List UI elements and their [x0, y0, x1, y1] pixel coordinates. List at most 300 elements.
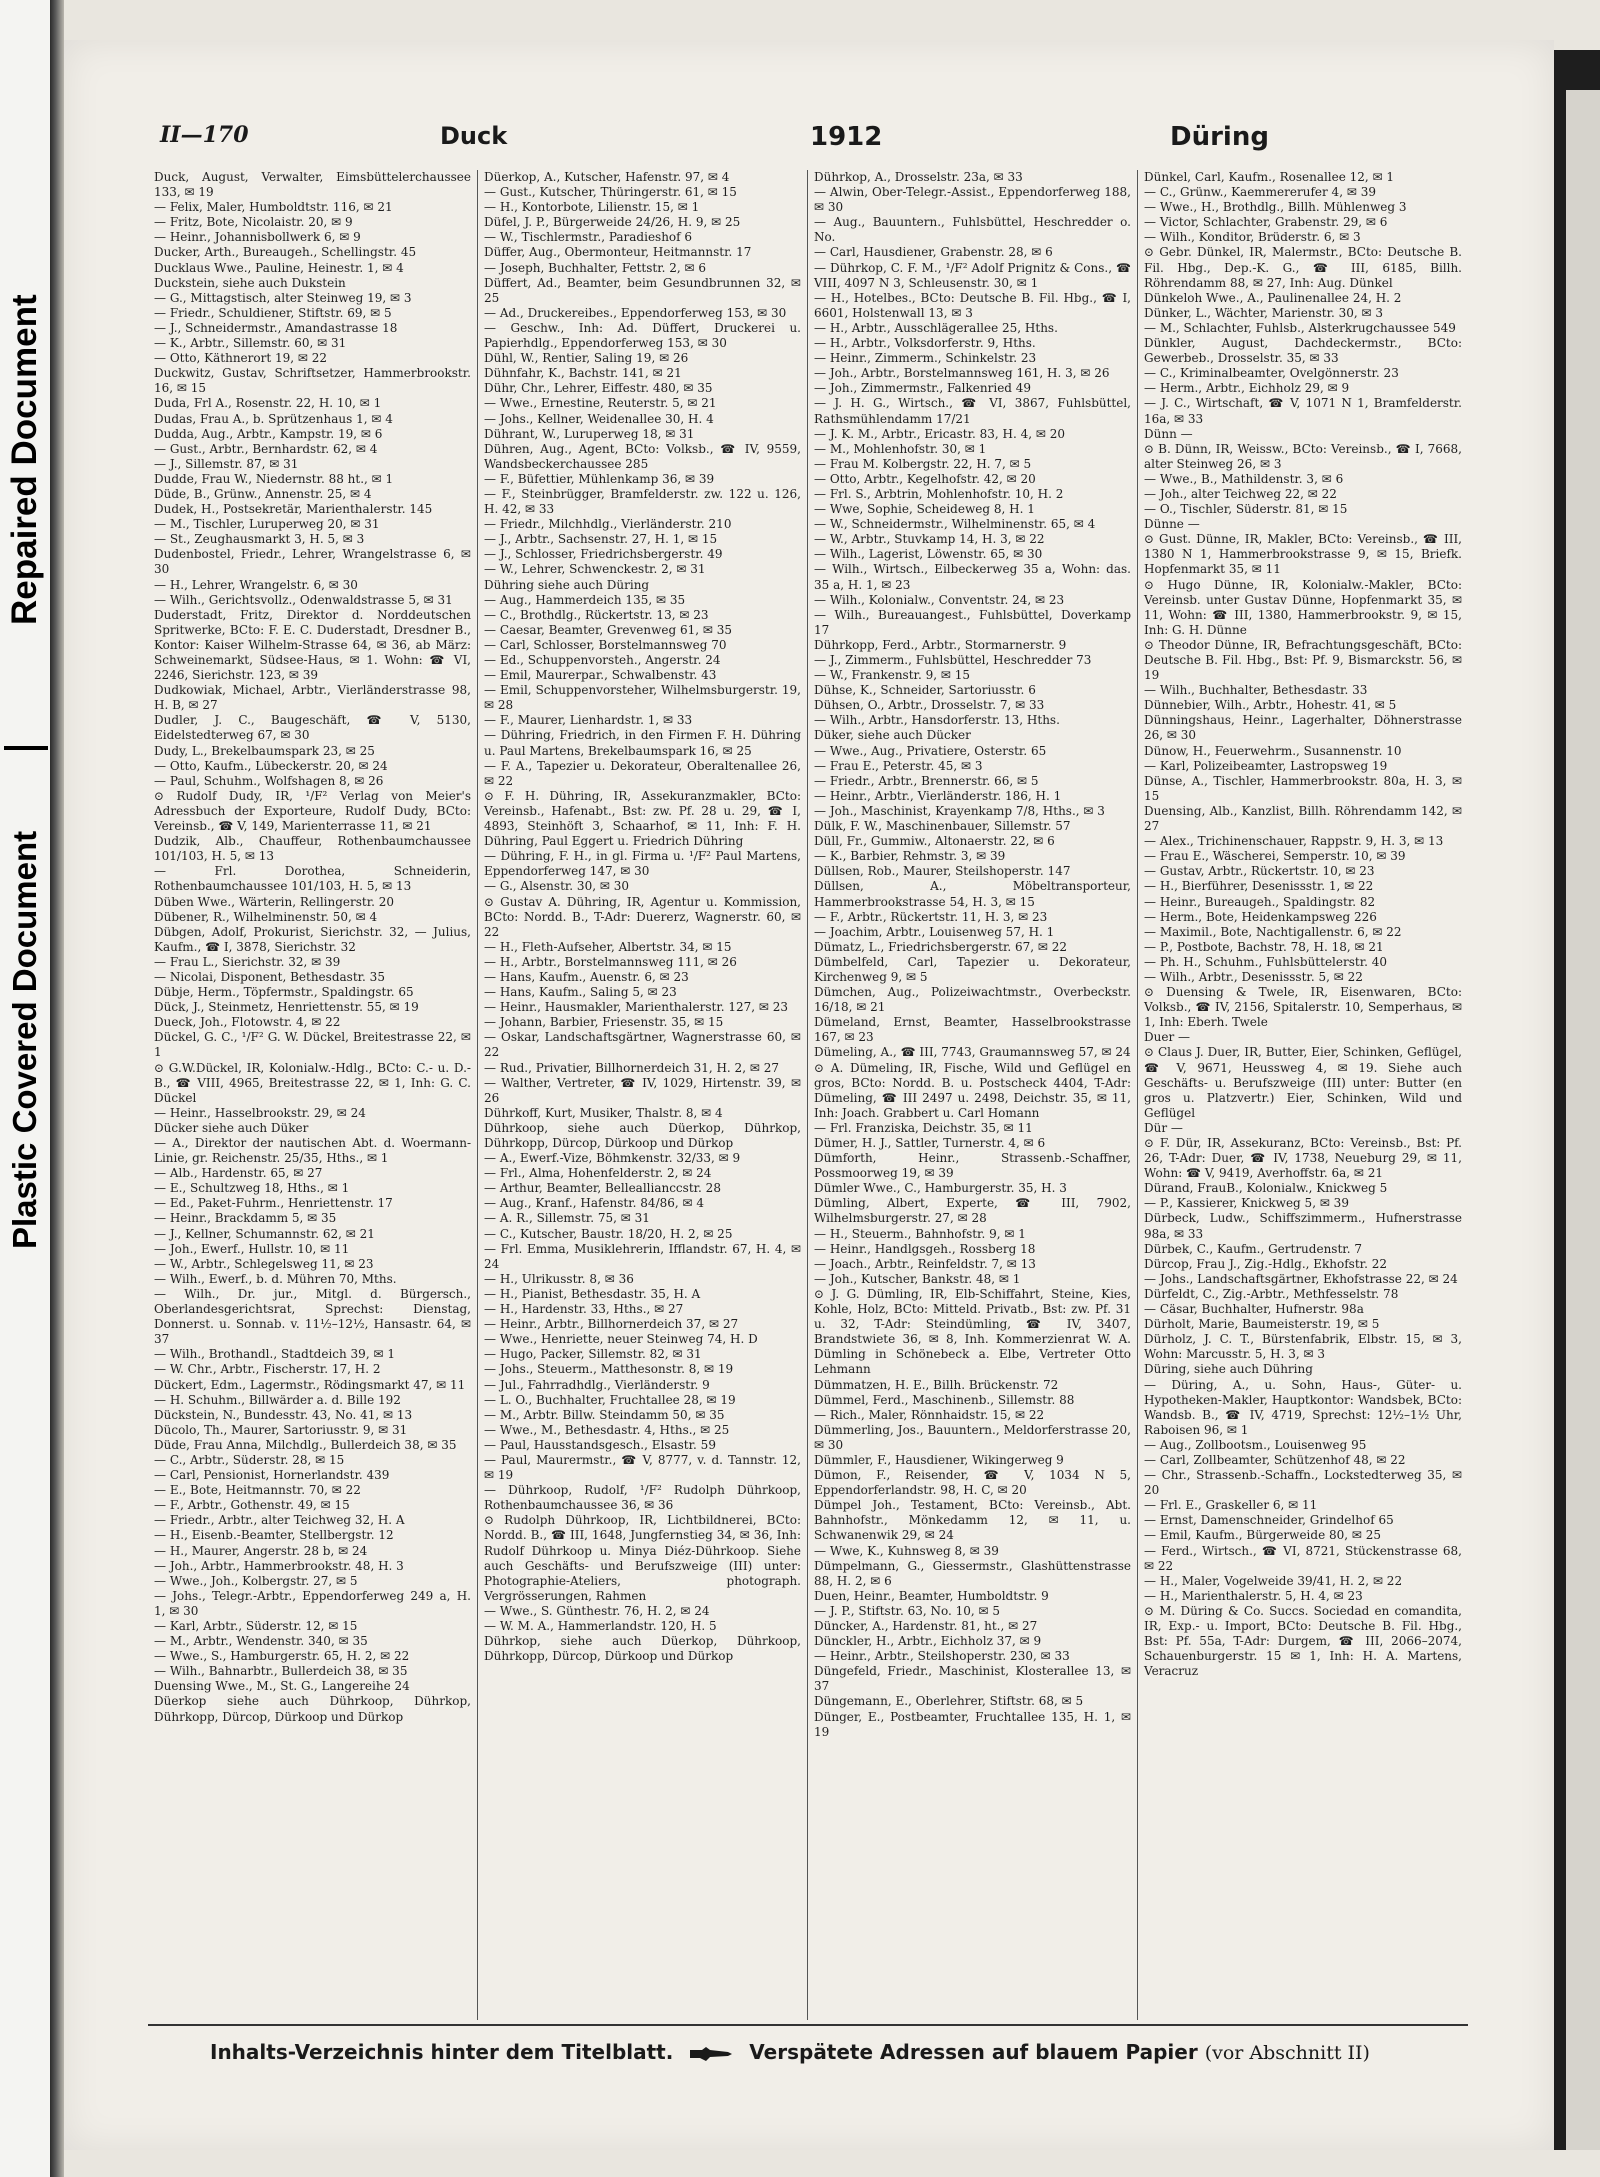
- directory-entry: — W., Lehrer, Schwenckestr. 2, ✉ 31: [484, 562, 706, 577]
- directory-entry: — P., Postbote, Bachstr. 78, H. 18, ✉ 21: [1144, 939, 1384, 954]
- directory-entry: — Wwe., Ernestine, Reuterstr. 5, ✉ 21: [484, 396, 717, 411]
- directory-entry: — Carl, Schlosser, Borstelmannsweg 70: [484, 637, 727, 652]
- directory-entry: — Jul., Fahrradhdlg., Vierländerstr. 9: [484, 1377, 710, 1392]
- column-4: [1138, 170, 1468, 2020]
- directory-entry: — Aug., Bauuntern., Fuhlsbüttel, Heschredder o. No.: [814, 215, 1131, 245]
- directory-entry: Dümeling, A., ☎ III, 7743, Graumannsweg 57, ✉ 24: [814, 1045, 1131, 1060]
- directory-entry: — W. M. A., Hammerlandstr. 120, H. 5: [484, 1619, 717, 1633]
- directory-entry: Dümmatzen, H. E., Billh. Brückenstr. 72: [814, 1377, 1059, 1392]
- directory-entry: — Victor, Schlachter, Grabenstr. 29, ✉ 6: [1144, 215, 1388, 230]
- directory-entry: — J., Kellner, Schumannstr. 62, ✉ 21: [154, 1226, 375, 1241]
- directory-entry: — Wilh., Kolonialw., Conventstr. 24, ✉ 23: [814, 592, 1065, 607]
- directory-entry: — Gust., Kutscher, Thüringerstr. 61, ✉ 15: [484, 185, 737, 200]
- directory-entry: — J., Arbtr., Sachsenstr. 27, H. 1, ✉ 15: [484, 532, 718, 547]
- directory-entry: Düngefeld, Friedr., Maschinist, Klosterallee 13, ✉ 37: [814, 1664, 1131, 1694]
- directory-entry: Dümatz, L., Friedrichsbergerstr. 67, ✉ 22: [814, 939, 1068, 954]
- directory-entry: — Carl, Zollbeamter, Schützenhof 48, ✉ 22: [1144, 1452, 1406, 1467]
- directory-entry: Dübener, R., Wilhelminenstr. 50, ✉ 4: [154, 909, 378, 924]
- column-1: [148, 170, 478, 2020]
- directory-entry: Düerkop, A., Kutscher, Hafenstr. 97, ✉ 4: [484, 170, 730, 184]
- directory-entry: — M., Arbtr. Billw. Steindamm 50, ✉ 35: [484, 1407, 725, 1422]
- directory-entry: — H., Pianist, Bethesdastr. 35, H. A: [484, 1286, 701, 1301]
- directory-entry: Dührkop, siehe auch Düerkop, Dührkoop, Dührkopp, Dürcop, Dürkoop und Dürkop: [484, 1634, 801, 1664]
- directory-entry: — Nicolai, Disponent, Bethesdastr. 35: [154, 969, 385, 984]
- directory-entry: — Wwe., H., Brothdlg., Billh. Mühlenweg 3: [1144, 200, 1407, 215]
- directory-entry: — C., Brothdlg., Rückertstr. 13, ✉ 23: [484, 607, 709, 622]
- directory-entry: — Johs., Steuerm., Matthesonstr. 8, ✉ 19: [484, 1362, 734, 1377]
- directory-entry: — Wwe., B., Mathildenstr. 3, ✉ 6: [1144, 471, 1344, 486]
- directory-entry: Dudas, Frau A., b. Sprützenhaus 1, ✉ 4: [154, 411, 393, 426]
- directory-entry: Dümmel, Ferd., Maschinenb., Sillemstr. 88: [814, 1392, 1075, 1407]
- directory-entry: Dümpelmann, G., Giessermstr., Glashüttenstrasse 88, H. 2, ✉ 6: [814, 1558, 1131, 1588]
- directory-entry: — C., Kutscher, Baustr. 18/20, H. 2, ✉ 25: [484, 1226, 733, 1241]
- directory-entry: Düll, Fr., Gummiw., Altonaerstr. 22, ✉ 6: [814, 834, 1055, 849]
- directory-entry: — Joh., Arbtr., Hammerbrookstr. 48, H. 3: [154, 1558, 404, 1573]
- directory-entry: — Fritz, Bote, Nicolaistr. 20, ✉ 9: [154, 215, 353, 230]
- next-page-edge: [1566, 90, 1600, 2150]
- directory-entry: — Aug., Kranf., Hafenstr. 84/86, ✉ 4: [484, 1196, 705, 1211]
- directory-entry: ⊙ Duensing & Twele, IR, Eisenwaren, BCto: Volksb., ☎ IV, 2156, Spitalerstr. 10, Semperhaus, ✉ 1, Inh: Eberh. Twele: [1144, 985, 1462, 1030]
- directory-entry: Dümling, Albert, Experte, ☎ III, 7902, Wilhelmsburgerstr. 27, ✉ 28: [814, 1196, 1131, 1226]
- directory-entry: Duen, Heinr., Beamter, Humboldtstr. 9: [814, 1588, 1049, 1603]
- directory-entry: Duckstein, siehe auch Dukstein: [154, 275, 346, 290]
- directory-entry: — Hans, Kaufm., Saling 5, ✉ 23: [484, 985, 677, 1000]
- column-3: [808, 170, 1138, 2020]
- directory-entry: — Wilh., Arbtr., Hansdorferstr. 13, Hths.: [814, 713, 1060, 728]
- directory-entry: Dückstein, N., Bundesstr. 43, No. 41, ✉ 13: [154, 1407, 413, 1422]
- directory-entry: Dühsen, O., Arbtr., Drosselstr. 7, ✉ 33: [814, 698, 1045, 713]
- running-head: [90, 78, 1430, 152]
- directory-entry: Dünningshaus, Heinr., Lagerhalter, Döhnerstrasse 26, ✉ 30: [1144, 713, 1462, 743]
- page-binding-edge: [50, 0, 64, 2177]
- directory-entry: — Heinr., Arbtr., Billhornerdeich 37, ✉ 27: [484, 1317, 739, 1332]
- directory-entry: — Karl, Polizeibeamter, Lastropsweg 19: [1144, 758, 1388, 773]
- directory-entry: — Ph. H., Schuhm., Fuhlsbüttelerstr. 40: [1144, 954, 1388, 969]
- directory-entry: ⊙ A. Dümeling, IR, Fische, Wild und Geflügel en gros, BCto: Nordd. B. u. Postscheck 4404, T-Adr: Dümeling, ☎ III 2497 u. 2498, Deichstr. 35, ✉ 11, Inh: Joach. Grabbert u. Carl Homann: [814, 1060, 1131, 1120]
- directory-entry: — Ed., Paket-Fuhrm., Henriettenstr. 17: [154, 1196, 393, 1211]
- directory-entry: Dünger, E., Postbeamter, Fruchtallee 135, H. 1, ✉ 19: [814, 1709, 1131, 1739]
- footer-index-note: Inhalts-Verzeichnis hinter dem Titelblatt.: [210, 2040, 674, 2064]
- directory-entry: Duer —: [1144, 1030, 1191, 1045]
- directory-entry: Dünn —: [1144, 426, 1193, 441]
- directory-entry: — H., Steuerm., Bahnhofstr. 9, ✉ 1: [814, 1226, 1026, 1241]
- label-divider: [4, 746, 48, 750]
- directory-entry: — A., Ewerf.-Vize, Böhmkenstr. 32/33, ✉ 9: [484, 1151, 741, 1166]
- directory-entry: — Heinr., Arbtr., Steilshoperstr. 230, ✉ 33: [814, 1649, 1070, 1664]
- directory-entry: Dudkowiak, Michael, Arbtr., Vierländerstrasse 98, H. B, ✉ 27: [154, 683, 471, 713]
- directory-entry: Dücker siehe auch Düker: [154, 1120, 309, 1135]
- directory-entry: — Joach., Arbtr., Reinfeldstr. 7, ✉ 13: [814, 1256, 1036, 1271]
- directory-entry: — J. P., Stiftstr. 63, No. 10, ✉ 5: [814, 1603, 1001, 1618]
- directory-entry: Dünkel, Carl, Kaufm., Rosenallee 12, ✉ 1: [1144, 170, 1395, 184]
- directory-entry: — J. H. G., Wirtsch., ☎ VI, 3867, Fuhlsbüttel, Rathsmühlendamm 17/21: [814, 396, 1131, 426]
- directory-entry: ⊙ F. Dür, IR, Assekuranz, BCto: Vereinsb., Bst: Pf. 26, T-Adr: Duer, ☎ IV, 1738, Neueburg 29, ✉ 11, Wohn: ☎ V, 9419, Averhoffstr. 6a, ✉ 21: [1144, 1136, 1462, 1181]
- directory-entry: — Felix, Maler, Humboldtstr. 116, ✉ 21: [154, 200, 393, 215]
- directory-entry: Dünker, L., Wächter, Marienstr. 30, ✉ 3: [1144, 305, 1384, 320]
- directory-entry: — F., Arbtr., Gothenstr. 49, ✉ 15: [154, 1498, 350, 1513]
- directory-entry: — Carl, Pensionist, Hornerlandstr. 439: [154, 1468, 390, 1483]
- directory-entry: — Frl. Dorothea, Schneiderin, Rothenbaumchaussee 101/103, H. 5, ✉ 13: [154, 864, 471, 894]
- footer-section-note: (vor Abschnitt II): [1204, 2042, 1370, 2064]
- directory-entry: — H., Kontorbote, Lilienstr. 15, ✉ 1: [484, 200, 700, 215]
- directory-entry: — H., Arbtr., Volksdorferstr. 9, Hths.: [814, 336, 1036, 351]
- directory-entry: — F., Büfettier, Mühlenkamp 36, ✉ 39: [484, 471, 715, 486]
- directory-entry: — Heinr., Brackdamm 5, ✉ 35: [154, 1211, 337, 1226]
- directory-entry: — Wwe., S. Günthestr. 76, H. 2, ✉ 24: [484, 1603, 710, 1618]
- directory-entry: Dühnfahr, K., Bachstr. 141, ✉ 21: [484, 366, 682, 381]
- directory-entry: — W., Tischlermstr., Paradieshof 6: [484, 230, 693, 245]
- directory-entry: Dürbek, C., Kaufm., Gertrudenstr. 7: [1144, 1241, 1362, 1256]
- directory-entry: — Aug., Zollbootsm., Louisenweg 95: [1144, 1437, 1367, 1452]
- directory-entry: Dudenbostel, Friedr., Lehrer, Wrangelstrasse 6, ✉ 30: [154, 547, 471, 577]
- directory-entry: — J. C., Wirtschaft, ☎ V, 1071 N 1, Bramfelderstr. 16a, ✉ 33: [1144, 396, 1462, 426]
- directory-entry: — M., Tischler, Luruperweg 20, ✉ 31: [154, 517, 380, 532]
- directory-entry: — H. Schuhm., Billwärder a. d. Bille 192: [154, 1392, 401, 1407]
- directory-entry: Dümon, F., Reisender, ☎ V, 1034 N 5, Eppendorferlandstr. 98, H. C, ✉ 20: [814, 1468, 1131, 1498]
- directory-entry: Düring, siehe auch Dühring: [1144, 1362, 1313, 1377]
- directory-entry: — Wilh., Dr. jur., Mitgl. d. Bürgersch., Oberlandesgerichtsrat, Sprechst: Dienstag, Donnerst. u. Sonnab. v. 11½–12½, Hansastr. 64, ✉ 37: [154, 1286, 471, 1347]
- directory-entry: ⊙ Hugo Dünne, IR, Kolonialw.-Makler, BCto: Vereinsb. unter Gustav Dünne, Hopfenmarkt 35, ✉ 11, Wohn: ☎ III, 1380, Hammerbrookstr. 9, ✉ 15, Inh: G. H. Dünne: [1144, 577, 1462, 637]
- directory-entry: — J., Sillemstr. 87, ✉ 31: [154, 456, 299, 471]
- directory-entry: — Johann, Barbier, Friesenstr. 35, ✉ 15: [484, 1015, 724, 1030]
- directory-entry: — Johs., Telegr.-Arbtr., Eppendorferweg 249 a, H. 1, ✉ 30: [154, 1588, 471, 1618]
- directory-entry: Dührant, W., Luruperweg 18, ✉ 31: [484, 426, 695, 441]
- directory-entry: Dudler, J. C., Baugeschäft, ☎ V, 5130, Eidelstedterweg 67, ✉ 30: [154, 713, 471, 743]
- directory-entry: — Düring, A., u. Sohn, Haus-, Güter- u. Hypotheken-Makler, Hauptkontor: Wandsbek, BCto: Wandsb. B., ☎ IV, 4719, Sprechst: 12½–1½ Uhr, Raboisen 96, ✉ 1: [1144, 1377, 1462, 1437]
- directory-entry: — H., Hotelbes., BCto: Deutsche B. Fil. Hbg., ☎ I, 6601, Holstenwall 13, ✉ 3: [814, 290, 1131, 320]
- directory-entry: — Heinr., Arbtr., Vierländerstr. 186, H. 1: [814, 788, 1062, 803]
- directory-entry: Ducklaus Wwe., Pauline, Heinestr. 1, ✉ 4: [154, 260, 404, 275]
- directory-entry: — J., Schlosser, Friedrichsbergerstr. 49: [484, 547, 723, 562]
- directory-entry: Dür —: [1144, 1120, 1183, 1135]
- directory-entry: — Aug., Hammerdeich 135, ✉ 35: [484, 592, 686, 607]
- directory-entry: — Walther, Vertreter, ☎ IV, 1029, Hirtenstr. 39, ✉ 26: [484, 1075, 801, 1105]
- plastic-covered-label: Plastic Covered Document: [6, 830, 43, 1250]
- directory-entry: — Otto, Käthnerort 19, ✉ 22: [154, 351, 328, 366]
- directory-entry: ⊙ Rudolf Dudy, IR, ¹/F² Verlag von Meier's Adressbuch der Exporteure, Rudolf Dudy, BCto: Vereinsb., ☎ V, 149, Marienterrasse 11, ✉ 21: [154, 788, 471, 834]
- directory-entry: — K., Barbier, Rehmstr. 3, ✉ 39: [814, 849, 1006, 864]
- directory-entry: — Gust., Arbtr., Bernhardstr. 62, ✉ 4: [154, 441, 378, 456]
- directory-entry: Duensing Wwe., M., St. G., Langereihe 24: [154, 1679, 410, 1694]
- directory-entry: — W., Arbtr., Stuvkamp 14, H. 3, ✉ 22: [814, 532, 1045, 547]
- directory-entry: — L. O., Buchhalter, Fruchtallee 28, ✉ 19: [484, 1392, 736, 1407]
- directory-entry: — Joh., Kutscher, Bankstr. 48, ✉ 1: [814, 1271, 1021, 1286]
- footer: [210, 2040, 1410, 2064]
- directory-entry: Dürcop, Frau J., Zig.-Hdlg., Ekhofstr. 22: [1144, 1256, 1387, 1271]
- directory-entry: Dünow, H., Feuerwehrm., Susannenstr. 10: [1144, 743, 1402, 758]
- directory-entry: — Friedr., Arbtr., alter Teichweg 32, H. A: [154, 1513, 405, 1528]
- directory-entry: — H., Ulrikusstr. 8, ✉ 36: [484, 1271, 634, 1286]
- directory-entry: — F., Maurer, Lienhardstr. 1, ✉ 33: [484, 713, 693, 728]
- directory-entry: — Wilh., Bureauangest., Fuhlsbüttel, Doverkamp 17: [814, 607, 1131, 637]
- directory-entry: — H., Maler, Vogelweide 39/41, H. 2, ✉ 22: [1144, 1573, 1403, 1588]
- directory-entry: — Wilh., Arbtr., Desenissstr. 5, ✉ 22: [1144, 969, 1363, 984]
- directory-entry: Dückert, Edm., Lagermstr., Rödingsmarkt 47, ✉ 11: [154, 1377, 466, 1392]
- directory-entry: — Frau E., Peterstr. 45, ✉ 3: [814, 758, 983, 773]
- directory-entry: Düngemann, E., Oberlehrer, Stiftstr. 68, ✉ 5: [814, 1694, 1084, 1709]
- directory-entry: — Emil, Schuppenvorsteher, Wilhelmsburgerstr. 19, ✉ 28: [484, 683, 801, 713]
- directory-entry: — Frau M. Kolbergstr. 22, H. 7, ✉ 5: [814, 456, 1032, 471]
- directory-entry: — E., Schultzweg 18, Hths., ✉ 1: [154, 1181, 350, 1196]
- directory-entry: — Ad., Druckereibes., Eppendorferweg 153, ✉ 30: [484, 305, 787, 320]
- directory-entry: — Ed., Schuppenvorsteh., Angerstr. 24: [484, 653, 721, 667]
- directory-entry: — Ernst, Damenschneider, Grindelhof 65: [1144, 1513, 1394, 1528]
- directory-entry: — Wilh., Brothandl., Stadtdeich 39, ✉ 1: [154, 1347, 395, 1362]
- directory-entry: ⊙ Claus J. Duer, IR, Butter, Eier, Schinken, Geflügel, ☎ V, 9671, Heussweg 4, ✉ 19. Siehe auch Geschäfts- u. Berufszweige (III) unter: Butter (en gros u. Platzvertr.) Eier, Schinken, Wild und Geflügel: [1144, 1045, 1462, 1120]
- directory-entry: — Joh., Maschinist, Krayenkamp 7/8, Hths., ✉ 3: [814, 803, 1105, 818]
- directory-entry: — O., Tischler, Süderstr. 81, ✉ 15: [1144, 502, 1348, 517]
- directory-entry: — Frl. E., Graskeller 6, ✉ 11: [1144, 1498, 1318, 1513]
- directory-entry: — Wwe, Sophie, Scheideweg 8, H. 1: [814, 502, 1035, 517]
- directory-entry: Dückel, G. C., ¹/F² G. W. Dückel, Breitestrasse 22, ✉ 1: [154, 1030, 471, 1060]
- repaired-document-label: Repaired Document: [5, 294, 44, 626]
- directory-entry: — J. K. M., Arbtr., Ericastr. 83, H. 4, ✉ 20: [814, 426, 1066, 441]
- directory-entry: Düncker, A., Hardenstr. 81, ht., ✉ 27: [814, 1619, 1038, 1633]
- directory-entry: Dünkeloh Wwe., A., Paulinenallee 24, H. 2: [1144, 290, 1402, 305]
- directory-entry: Dücolo, Th., Maurer, Sartoriusstr. 9, ✉ 31: [154, 1422, 408, 1437]
- last-headword: Düring: [1170, 122, 1269, 152]
- directory-entry: — Dührkoop, Rudolf, ¹/F² Rudolph Dührkoop, Rothenbaumchaussee 36, ✉ 36: [484, 1483, 801, 1513]
- directory-entry: — F., Arbtr., Rückertstr. 11, H. 3, ✉ 23: [814, 909, 1048, 924]
- directory-entry: Dürholt, Marie, Baumeisterstr. 19, ✉ 5: [1144, 1317, 1380, 1332]
- directory-entry: — Emil, Maurerpar., Schwalbenstr. 43: [484, 668, 717, 683]
- directory-entry: Dümler Wwe., C., Hamburgerstr. 35, H. 3: [814, 1181, 1067, 1196]
- directory-entry: — Johs., Landschaftsgärtner, Ekhofstrasse 22, ✉ 24: [1144, 1271, 1458, 1286]
- directory-entry: — Karl, Arbtr., Süderstr. 12, ✉ 15: [154, 1619, 358, 1633]
- directory-entry: Düffert, Ad., Beamter, beim Gesundbrunnen 32, ✉ 25: [484, 275, 801, 305]
- directory-entry: Duda, Frl A., Rosenstr. 22, H. 10, ✉ 1: [154, 396, 382, 411]
- directory-entry: Dümmler, F., Hausdiener, Wikingerweg 9: [814, 1452, 1064, 1467]
- directory-entry: — Wwe., Aug., Privatiere, Osterstr. 65: [814, 743, 1047, 758]
- directory-entry: Duensing, Alb., Kanzlist, Billh. Röhrendamm 142, ✉ 27: [1144, 803, 1462, 834]
- directory-entry: — H., Lehrer, Wrangelstr. 6, ✉ 30: [154, 577, 358, 592]
- page-number: II—170: [160, 122, 249, 148]
- directory-entry: — Gustav, Arbtr., Rückertstr. 10, ✉ 23: [1144, 864, 1375, 879]
- directory-entry: ⊙ G.W.Dückel, IR, Kolonialw.-Hdlg., BCto: C.- u. D.-B., ☎ VIII, 4965, Breitestrasse 22, ✉ 1, Inh: G. C. Dückel: [154, 1060, 471, 1105]
- directory-entry: — G., Mittagstisch, alter Steinweg 19, ✉ 3: [154, 290, 412, 305]
- directory-entry: Dümeland, Ernst, Beamter, Hasselbrookstrasse 167, ✉ 23: [814, 1015, 1131, 1045]
- directory-entry: Dudde, Frau W., Niedernstr. 88 ht., ✉ 1: [154, 471, 394, 486]
- directory-entry: — Friedr., Milchhdlg., Vierländerstr. 210: [484, 517, 732, 532]
- directory-entry: ⊙ Theodor Dünne, IR, Befrachtungsgeschäft, BCto: Deutsche B. Fil. Hbg., Bst: Pf. 9, Bismarckstr. 56, ✉ 19: [1144, 637, 1462, 683]
- directory-entry: Dünnebier, Wilh., Arbtr., Hohestr. 41, ✉ 5: [1144, 698, 1397, 713]
- directory-entry: — E., Bote, Heitmannstr. 70, ✉ 22: [154, 1483, 361, 1498]
- first-headword: Duck: [440, 122, 508, 150]
- directory-entry: — Emil, Kaufm., Bürgerweide 80, ✉ 25: [1144, 1528, 1382, 1543]
- directory-entry: — J., Zimmerm., Fuhlsbüttel, Heschredder 73: [814, 653, 1092, 667]
- directory-entry: — Maximil., Bote, Nachtigallenstr. 6, ✉ 22: [1144, 924, 1402, 939]
- directory-entry: Düde, Frau Anna, Milchdlg., Bullerdeich 38, ✉ 35: [154, 1437, 457, 1452]
- directory-entry: Dürfeldt, C., Zig.-Arbtr., Methfesselstr. 78: [1144, 1286, 1399, 1301]
- directory-entry: Dürand, FrauB., Kolonialw., Knickweg 5: [1144, 1181, 1388, 1196]
- directory-entry: ⊙ M. Düring & Co. Succs. Sociedad en comandita, IR, Exp.- u. Import, BCto: Deutsche B. Fil. Hbg., Bst: Pf. 55a, T-Adr: Durgem, ☎ III, 2066–2074, Schauenburgerstr. 15 ✉ 1, Inh: H. A. Martens, Veracruz: [1144, 1603, 1462, 1679]
- directory-entry: — Johs., Kellner, Weidenallee 30, H. 4: [484, 411, 714, 426]
- directory-entry: — K., Arbtr., Sillemstr. 60, ✉ 31: [154, 336, 347, 351]
- directory-entry: — Dührkop, C. F. M., ¹/F² Adolf Prignitz & Cons., ☎ VIII, 4097 N 3, Schleusenstr. 30, ✉ 1: [814, 260, 1131, 290]
- directory-entry: Dühse, K., Schneider, Sartoriusstr. 6: [814, 683, 1036, 698]
- directory-entry: — M., Arbtr., Wendenstr. 340, ✉ 35: [154, 1634, 368, 1649]
- directory-entry: — Heinr., Hausmakler, Marienthalerstr. 127, ✉ 23: [484, 1000, 789, 1015]
- directory-entry: Dührkop, A., Drosselstr. 23a, ✉ 33: [814, 170, 1023, 184]
- directory-entry: Dürholz, J. C. T., Bürstenfabrik, Elbstr. 15, ✉ 3, Wohn: Marcusstr. 5, H. 3, ✉ 3: [1144, 1332, 1462, 1362]
- directory-entry: Dühren, Aug., Agent, BCto: Volksb., ☎ IV, 9559, Wandsbeckerchaussee 285: [484, 441, 801, 471]
- directory-entry: Dülk, F. W., Maschinenbauer, Sillemstr. 57: [814, 819, 1071, 834]
- directory-entry: — W., Arbtr., Schlegelsweg 11, ✉ 23: [154, 1256, 374, 1271]
- directory-entry: — Wilh., Wirtsch., Eilbeckerweg 35 a, Wohn: das. 35 a, H. 1, ✉ 23: [814, 562, 1131, 592]
- directory-entry: — Alb., Hardenstr. 65, ✉ 27: [154, 1166, 323, 1181]
- directory-entry: — Frl. Franziska, Deichstr. 35, ✉ 11: [814, 1120, 1033, 1135]
- directory-entry: Duck, August, Verwalter, Eimsbüttelerchaussee 133, ✉ 19: [154, 170, 471, 200]
- directory-entry: — M., Mohlenhofstr. 30, ✉ 1: [814, 441, 987, 456]
- directory-entry: — Wwe, K., Kuhnsweg 8, ✉ 39: [814, 1543, 999, 1558]
- directory-entry: — Joh., Arbtr., Borstelmannsweg 161, H. 3, ✉ 26: [814, 366, 1110, 381]
- directory-entry: — H., Eisenb.-Beamter, Stellbergstr. 12: [154, 1528, 394, 1543]
- directory-entry: Dührkoop, siehe auch Düerkop, Dührkop, Dührkopp, Dürcop, Dürkoop und Dürkop: [484, 1120, 801, 1150]
- directory-entry: — Frl., Alma, Hohenfelderstr. 2, ✉ 24: [484, 1166, 712, 1181]
- directory-entry: — Arthur, Beamter, Belleallianccstr. 28: [484, 1181, 721, 1196]
- directory-entry: — Heinr., Johannisbollwerk 6, ✉ 9: [154, 230, 361, 245]
- directory-entry: Dudek, H., Postsekretär, Marienthalerstr. 145: [154, 502, 433, 517]
- directory-entry: ⊙ Gust. Dünne, IR, Makler, BCto: Vereinsb., ☎ III, 1380 N 1, Hammerbrookstrasse 9, ✉ 15, Briefk. Hopfenmarkt 35, ✉ 11: [1144, 532, 1462, 577]
- directory-entry: — Rich., Maler, Rönnhaidstr. 15, ✉ 22: [814, 1407, 1045, 1422]
- directory-columns: [148, 170, 1468, 2020]
- directory-entry: — Geschw., Inh: Ad. Düffert, Druckerei u. Papierhdlg., Eppendorferweg 153, ✉ 30: [484, 320, 801, 351]
- directory-entry: Ducker, Arth., Bureaugeh., Schellingstr. 45: [154, 245, 417, 260]
- directory-entry: Duderstadt, Fritz, Direktor d. Norddeutschen Spritwerke, BCto: F. E. C. Duderstadt, Dresdner B., Kontor: Kaiser Wilhelm-Strasse 64, ✉ 36, ab März: Schweinemarkt, Südsee-Haus, ✉ 1. Wohn: ☎ VI, 2246, Sierichstr. 123, ✉ 39: [154, 607, 471, 683]
- directory-entry: — A., Direktor der nautischen Abt. d. Woermann-Linie, gr. Reichenstr. 25/35, Hths., ✉ 1: [154, 1136, 471, 1166]
- directory-entry: Düfel, J. P., Bürgerweide 24/26, H. 9, ✉ 25: [484, 215, 741, 230]
- directory-entry: Dudy, L., Brekelbaumspark 23, ✉ 25: [154, 743, 375, 758]
- column-2: [478, 170, 808, 2020]
- directory-entry: — F., Steinbrügger, Bramfelderstr. zw. 122 u. 126, H. 42, ✉ 33: [484, 486, 801, 517]
- directory-entry: — Wilh., Lagerist, Löwenstr. 65, ✉ 30: [814, 547, 1043, 562]
- directory-entry: — Wilh., Ewerf., b. d. Mühren 70, Mths.: [154, 1271, 397, 1286]
- directory-entry: — J., Schneidermstr., Amandastrasse 18: [154, 320, 398, 335]
- directory-entry: — W. Chr., Arbtr., Fischerstr. 17, H. 2: [154, 1362, 381, 1377]
- directory-entry: — Herm., Bote, Heidenkampsweg 226: [1144, 909, 1377, 924]
- directory-entry: — A. R., Sillemstr. 75, ✉ 31: [484, 1211, 650, 1226]
- directory-entry: — P., Kassierer, Knickweg 5, ✉ 39: [1144, 1196, 1349, 1211]
- directory-entry: ⊙ Rudolph Dührkoop, IR, Lichtbildnerei, BCto: Nordd. B., ☎ III, 1648, Jungfernstieg 34, ✉ 36, Inh: Rudolf Dührkoop u. Minya Diéz-Dührkoop. Siehe auch Geschäfts- und Berufszweige (III) unter: Photographie-Ateliers, photograph. Vergrösserungen, Rahmen: [484, 1513, 801, 1603]
- directory-entry: — H., Maurer, Angerstr. 28 b, ✉ 24: [154, 1543, 368, 1558]
- directory-entry: — Alwin, Ober-Telegr.-Assist., Eppendorferweg 188, ✉ 30: [814, 185, 1131, 215]
- directory-entry: — Heinr., Bureaugeh., Spaldingstr. 82: [1144, 894, 1376, 909]
- directory-entry: — Joachim, Arbtr., Louisenweg 57, H. 1: [814, 924, 1055, 939]
- directory-entry: — Ferd., Wirtsch., ☎ VI, 8721, Stückenstrasse 68, ✉ 22: [1144, 1543, 1462, 1573]
- directory-entry: — Wilh., Buchhalter, Bethesdastr. 33: [1144, 683, 1368, 698]
- directory-entry: — Oskar, Landschaftsgärtner, Wagnerstrasse 60, ✉ 22: [484, 1030, 801, 1060]
- directory-entry: Dümmerling, Jos., Bauuntern., Meldorferstrasse 20, ✉ 30: [814, 1422, 1131, 1452]
- directory-entry: Düllsen, Rob., Maurer, Steilshoperstr. 147: [814, 864, 1071, 879]
- directory-entry: Düllsen, A., Möbeltransporteur, Hammerbrookstrasse 54, H. 3, ✉ 15: [814, 879, 1131, 909]
- directory-entry: Dück, J., Steinmetz, Henriettenstr. 55, ✉ 19: [154, 1000, 419, 1015]
- directory-entry: — C., Kriminalbeamter, Ovelgönnerstr. 23: [1144, 366, 1399, 381]
- directory-entry: — Chr., Strassenb.-Schaffn., Lockstedterweg 35, ✉ 20: [1144, 1468, 1462, 1498]
- directory-entry: — Paul, Schuhm., Wolfshagen 8, ✉ 26: [154, 773, 384, 788]
- directory-entry: — Friedr., Schuldiener, Stiftstr. 69, ✉ 5: [154, 305, 392, 320]
- directory-entry: — Dühring, F. H., in gl. Firma u. ¹/F² Paul Martens, Eppendorferweg 147, ✉ 30: [484, 849, 801, 879]
- directory-entry: — Otto, Kaufm., Lübeckerstr. 20, ✉ 24: [154, 758, 388, 773]
- directory-entry: Dünkler, August, Dachdeckermstr., BCto: Gewerbeb., Drosselstr. 35, ✉ 33: [1144, 336, 1462, 366]
- directory-entry: — Caesar, Beamter, Grevenweg 61, ✉ 35: [484, 622, 732, 637]
- directory-entry: ⊙ Gustav A. Dühring, IR, Agentur u. Kommission, BCto: Nordd. B., T-Adr: Duererz, Wagnerstr. 60, ✉ 22: [484, 894, 801, 939]
- directory-entry: Dueck, Joh., Flotowstr. 4, ✉ 22: [154, 1015, 341, 1030]
- directory-entry: — Frl. Emma, Musiklehrerin, Ifflandstr. 67, H. 4, ✉ 24: [484, 1241, 801, 1271]
- directory-entry: — Hans, Kaufm., Auenstr. 6, ✉ 23: [484, 969, 689, 984]
- directory-entry: — Joh., Ewerf., Hullstr. 10, ✉ 11: [154, 1241, 350, 1256]
- directory-entry: ⊙ F. H. Dühring, IR, Assekuranzmakler, BCto: Vereinsb., Hafenabt., Bst: zw. Pf. 28 u. 29, ☎ I, 4893, Steinhöft 3, Schaarhof, ✉ 11, Inh: F. H. Dühring, Paul Eggert u. Friedrich Dühring: [484, 788, 801, 849]
- directory-entry: — Paul, Maurermstr., ☎ V, 8777, v. d. Tannstr. 12, ✉ 19: [484, 1452, 801, 1483]
- directory-entry: — H., Arbtr., Borstelmannsweg 111, ✉ 26: [484, 954, 737, 969]
- directory-entry: — Friedr., Arbtr., Brennerstr. 66, ✉ 5: [814, 773, 1039, 788]
- directory-entry: ⊙ J. G. Dümling, IR, Elb-Schiffahrt, Steine, Kies, Kohle, Holz, BCto: Mitteld. Privatb., Bst: zw. Pf. 31 u. 32, T-Adr: Steindümling, ☎ IV, 3407, Brandstwiete 36, ✉ 8, Inh. Kommerzienrat W. A. Dümling in Schönebeck a. Elbe, Vertreter Otto Lehmann: [814, 1286, 1131, 1377]
- directory-entry: Dümer, H. J., Sattler, Turnerstr. 4, ✉ 6: [814, 1136, 1046, 1150]
- directory-entry: Dudzik, Alb., Chauffeur, Rothenbaumchaussee 101/103, H. 5, ✉ 13: [154, 834, 471, 864]
- directory-entry: — M., Schlachter, Fuhlsb., Alsterkrugchaussee 549: [1144, 320, 1456, 335]
- directory-entry: — G., Alsenstr. 30, ✉ 30: [484, 879, 629, 894]
- directory-entry: Dührkoff, Kurt, Musiker, Thalstr. 8, ✉ 4: [484, 1105, 723, 1120]
- directory-entry: — Wwe., M., Bethesdastr. 4, Hths., ✉ 25: [484, 1422, 730, 1437]
- directory-entry: Dünse, A., Tischler, Hammerbrookstr. 80a, H. 3, ✉ 15: [1144, 773, 1462, 803]
- directory-entry: — Frau E., Wäscherei, Semperstr. 10, ✉ 39: [1144, 849, 1406, 864]
- directory-entry: Dühl, W., Rentier, Saling 19, ✉ 26: [484, 351, 689, 366]
- directory-entry: — C., Grünw., Kaemmererufer 4, ✉ 39: [1144, 185, 1376, 200]
- directory-entry: Düker, siehe auch Dücker: [814, 728, 971, 743]
- directory-entry: Düffer, Aug., Obermonteur, Heitmannstr. 17: [484, 245, 752, 260]
- directory-entry: — St., Zeughausmarkt 3, H. 5, ✉ 3: [154, 532, 365, 547]
- directory-entry: Dührkopp, Ferd., Arbtr., Stormarnerstr. 9: [814, 637, 1067, 652]
- directory-entry: — H., Bierführer, Desenissstr. 1, ✉ 22: [1144, 879, 1374, 894]
- directory-entry: — Frau L., Sierichstr. 32, ✉ 39: [154, 954, 341, 969]
- directory-entry: Dühr, Chr., Lehrer, Eiffestr. 480, ✉ 35: [484, 381, 713, 396]
- directory-entry: Dübje, Herm., Töpfermstr., Spaldingstr. 65: [154, 985, 414, 1000]
- directory-entry: — Joseph, Buchhalter, Fettstr. 2, ✉ 6: [484, 260, 707, 275]
- directory-entry: — Herm., Arbtr., Eichholz 29, ✉ 9: [1144, 381, 1350, 396]
- directory-entry: — Wilh., Bahnarbtr., Bullerdeich 38, ✉ 35: [154, 1664, 408, 1679]
- directory-entry: — C., Arbtr., Süderstr. 28, ✉ 15: [154, 1452, 345, 1467]
- directory-entry: ⊙ Gebr. Dünkel, IR, Malermstr., BCto: Deutsche B. Fil. Hbg., Dep.-K. G., ☎ III, 6185, Billh. Röhrendamm 88, ✉ 27, Inh: Aug. Dünkel: [1144, 245, 1462, 290]
- directory-entry: — Carl, Hausdiener, Grabenstr. 28, ✉ 6: [814, 245, 1053, 260]
- directory-entry: Dünne —: [1144, 517, 1200, 532]
- directory-entry: Düben Wwe., Wärterin, Rellingerstr. 20: [154, 894, 395, 909]
- directory-entry: — Wilh., Gerichtsvollz., Odenwaldstrasse 5, ✉ 31: [154, 592, 453, 607]
- directory-entry: — Rud., Privatier, Billhornerdeich 31, H. 2, ✉ 27: [484, 1060, 779, 1075]
- directory-entry: — H., Marienthalerstr. 5, H. 4, ✉ 23: [1144, 1588, 1363, 1603]
- directory-entry: ⊙ B. Dünn, IR, Weissw., BCto: Vereinsb., ☎ I, 7668, alter Steinweg 26, ✉ 3: [1144, 441, 1462, 471]
- directory-entry: — Heinr., Hasselbrookstr. 29, ✉ 24: [154, 1105, 366, 1120]
- directory-entry: — Frl. S., Arbtrin, Mohlenhofstr. 10, H. 2: [814, 486, 1064, 501]
- directory-entry: — H., Fleth-Aufseher, Albertstr. 34, ✉ 15: [484, 939, 732, 954]
- directory-entry: — Joh., Zimmermstr., Falkenried 49: [814, 381, 1032, 396]
- directory-entry: — Wwe., Henriette, neuer Steinweg 74, H. D: [484, 1332, 758, 1347]
- directory-entry: — W., Schneidermstr., Wilhelminenstr. 65, ✉ 4: [814, 517, 1096, 532]
- directory-entry: Dümbelfeld, Carl, Tapezier u. Dekorateur, Kirchenweg 9, ✉ 5: [814, 954, 1131, 984]
- directory-entry: — Cäsar, Buchhalter, Hufnerstr. 98a: [1144, 1302, 1364, 1317]
- directory-entry: Dümpel Joh., Testament, BCto: Vereinsb., Abt. Bahnhofstr., Mönkedamm 12, ✉ 11, u. Schwanenwik 29, ✉ 24: [814, 1498, 1131, 1543]
- directory-entry: Dübgen, Adolf, Prokurist, Sierichstr. 32, — Julius, Kaufm., ☎ I, 3878, Sierichstr. 32: [154, 924, 471, 954]
- directory-entry: — Wwe., Joh., Kolbergstr. 27, ✉ 5: [154, 1573, 358, 1588]
- directory-entry: — Alex., Trichinenschauer, Rappstr. 9, H. 3, ✉ 13: [1144, 834, 1444, 849]
- directory-entry: Dümforth, Heinr., Strassenb.-Schaffner, Possmoorweg 19, ✉ 39: [814, 1151, 1131, 1181]
- directory-entry: — Joh., alter Teichweg 22, ✉ 22: [1144, 486, 1337, 501]
- directory-entry: — Hugo, Packer, Sillemstr. 82, ✉ 31: [484, 1347, 702, 1362]
- directory-entry: — Heinr., Zimmerm., Schinkelstr. 23: [814, 351, 1037, 366]
- directory-entry: Düde, B., Grünw., Annenstr. 25, ✉ 4: [154, 486, 372, 501]
- directory-entry: Düerkop siehe auch Dührkoop, Dührkop, Dührkopp, Dürcop, Dürkoop und Dürkop: [154, 1694, 471, 1724]
- directory-entry: — Dühring, Friedrich, in den Firmen F. H. Dühring u. Paul Martens, Brekelbaumspark 16, ✉ 25: [484, 728, 801, 758]
- footer-rule: [148, 2024, 1468, 2026]
- directory-entry: Dühring siehe auch Düring: [484, 577, 650, 592]
